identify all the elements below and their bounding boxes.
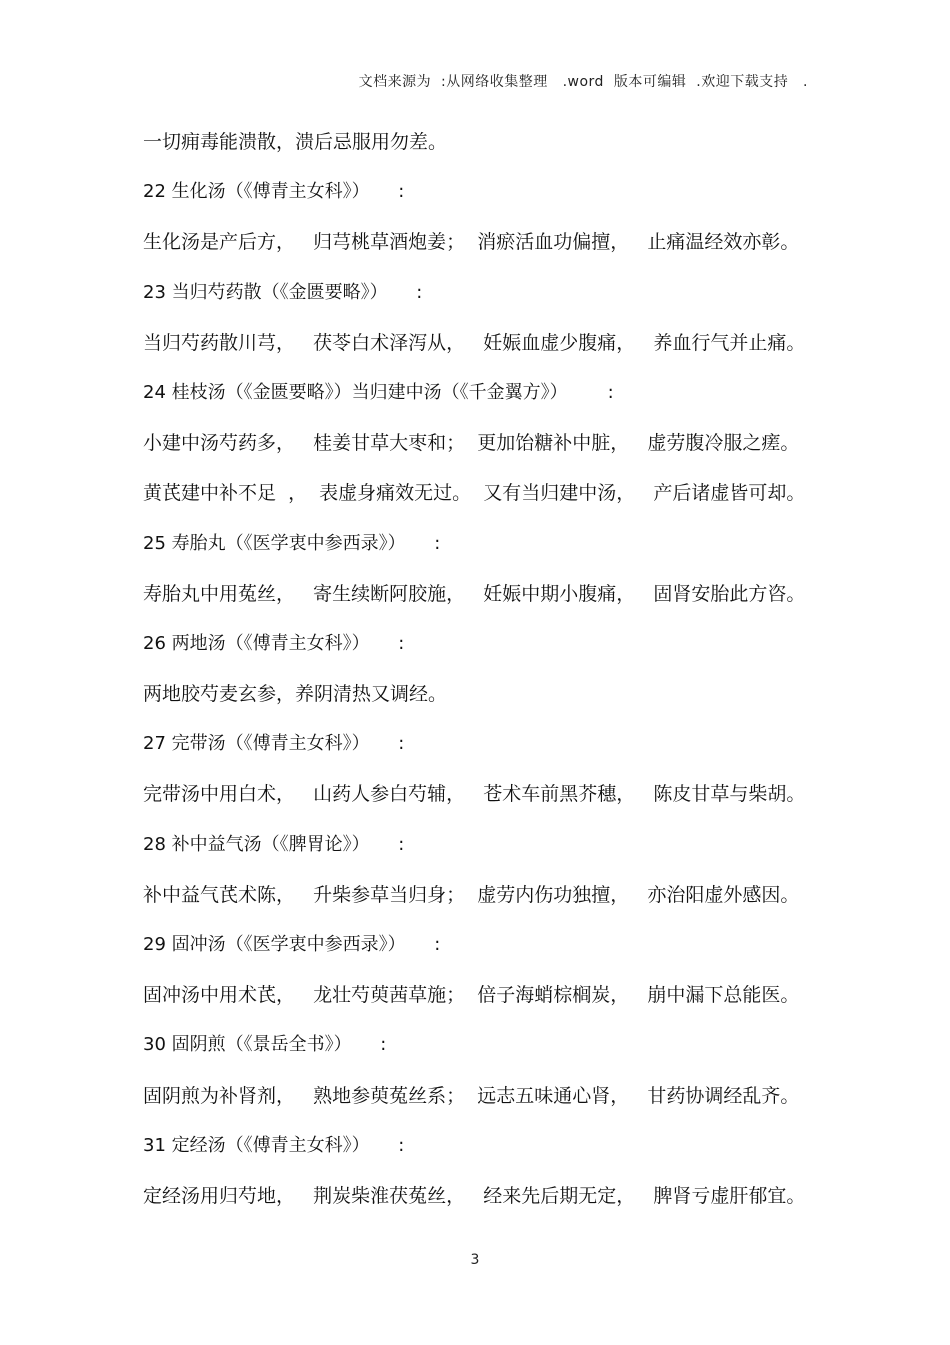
formula-heading: 22 生化汤（《傅青主女科》） :: [143, 181, 405, 203]
formula-heading: 23 当归芍药散（《金匮要略》） :: [143, 281, 423, 303]
verse-line: 固阴煎为补肾剂， 熟地参萸菟丝系； 远志五味通心肾， 甘药协调经乱齐。: [143, 1084, 800, 1107]
verse-line: 定经汤用归芍地， 荆炭柴淮茯菟丝， 经来先后期无定， 脾肾亏虚肝郁宜。: [143, 1184, 806, 1207]
verse-line: 小建中汤芍药多， 桂姜甘草大枣和； 更加饴糖补中脏， 虚劳腹冷服之瘥。: [143, 432, 800, 455]
formula-heading: 25 寿胎丸（《医学衷中参西录》） :: [143, 532, 441, 554]
formula-heading: 24 桂枝汤（《金匮要略》）当归建中汤（《千金翼方》） :: [143, 381, 614, 403]
formula-heading: 29 固冲汤（《医学衷中参西录》） :: [143, 934, 441, 955]
verse-line: 生化汤是产后方， 归芎桃草酒炮姜； 消瘀活血功偏擅， 止痛温经效亦彰。: [143, 231, 800, 254]
formula-heading: 26 两地汤（《傅青主女科》） :: [143, 632, 405, 654]
formula-heading: 28 补中益气汤（《脾胃论》） :: [143, 833, 405, 855]
verse-line: 一切痈毒能溃散，溃后忌服用勿差。: [143, 131, 448, 153]
document-body: [143, 124, 823, 1228]
page-header: 文档来源为 :从网络收集整理 .word 版本可编辑 .欢迎下载支持 .: [358, 74, 808, 90]
formula-heading: 31 定经汤（《傅青主女科》） :: [143, 1134, 405, 1156]
formula-heading: 27 完带汤（《傅青主女科》） :: [143, 733, 405, 755]
verse-line: 补中益气芪术陈， 升柴参草当归身； 虚劳内伤功独擅， 亦治阳虚外感因。: [143, 883, 800, 906]
verse-line: 固冲汤中用术芪， 龙壮芍萸茜草施； 倍子海蛸棕榈炭， 崩中漏下总能医。: [143, 984, 800, 1007]
verse-line: 黄芪建中补不足 ， 表虚身痛效无过。 又有当归建中汤， 产后诸虚皆可却。: [143, 482, 806, 505]
verse-line: 两地胶芍麦玄参，养阴清热又调经。: [143, 683, 448, 706]
verse-line: 寿胎丸中用菟丝， 寄生续断阿胶施， 妊娠中期小腹痛， 固肾安胎此方咨。: [143, 582, 806, 605]
verse-line: 完带汤中用白术， 山药人参白芍辅， 苍术车前黑芥穗， 陈皮甘草与柴胡。: [143, 783, 806, 806]
page-number: 3: [470, 1252, 480, 1268]
verse-line: 当归芍药散川芎， 茯苓白术泽泻从， 妊娠血虚少腹痛， 养血行气并止痛。: [143, 331, 806, 354]
formula-heading: 30 固阴煎（《景岳全书》） :: [143, 1034, 387, 1056]
